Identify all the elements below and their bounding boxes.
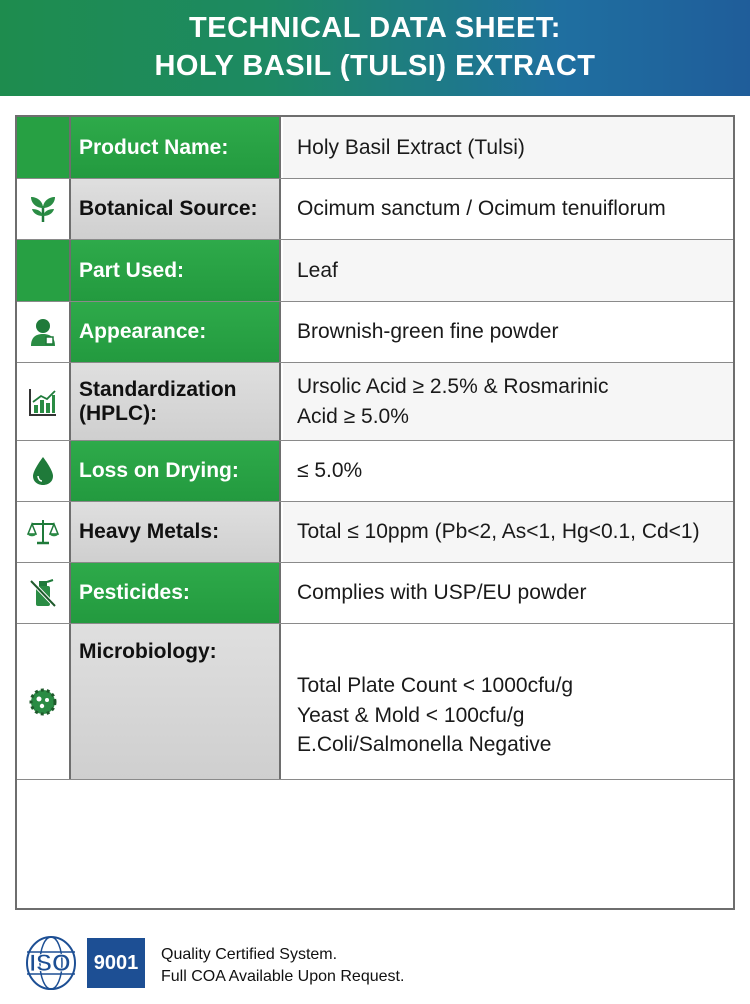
footer-line2: Full COA Available Upon Request. — [161, 968, 405, 985]
row-value-line2: Acid ≥ 5.0% — [297, 404, 409, 428]
row-value-line: E.Coli/Salmonella Negative — [297, 733, 552, 757]
page-title-line2: HOLY BASIL (TULSI) EXTRACT — [154, 50, 596, 82]
row-label: Loss on Drying: — [71, 441, 281, 501]
row-value: Complies with USP/EU powder — [283, 563, 733, 623]
row-label: Heavy Metals: — [71, 502, 281, 562]
water-drop-icon — [28, 454, 58, 488]
icon-cell — [17, 624, 71, 779]
row-value: Holy Basil Extract (Tulsi) — [283, 117, 733, 178]
table-row — [17, 302, 733, 363]
person-icon — [26, 315, 60, 349]
row-label: Pesticides: — [71, 563, 281, 623]
row-value: Leaf — [283, 240, 733, 301]
row-value: ≤ 5.0% — [283, 441, 733, 501]
row-label — [71, 363, 281, 440]
row-label-line2: (HPLC): — [79, 401, 158, 425]
row-value — [283, 363, 733, 440]
iso-logo — [15, 934, 85, 992]
row-value: Total ≤ 10ppm (Pb<2, As<1, Hg<0.1, Cd<1) — [283, 502, 733, 562]
page-title-line1: TECHNICAL DATA SHEET: — [189, 12, 561, 44]
table-row — [17, 240, 733, 302]
row-label: Product Name: — [71, 117, 281, 178]
row-label-line1: Standardization — [79, 377, 237, 401]
row-label: Botanical Source: — [71, 179, 281, 239]
icon-cell — [17, 179, 71, 239]
bar-chart-icon — [26, 385, 60, 419]
icon-cell — [17, 240, 71, 301]
row-value — [283, 624, 733, 779]
row-value: Brownish-green fine powder — [283, 302, 733, 362]
table-row — [17, 624, 733, 780]
microbe-icon — [26, 685, 60, 719]
row-label: Part Used: — [71, 240, 281, 301]
footer-text — [161, 944, 404, 988]
no-spray-icon — [26, 576, 60, 610]
iso-text: ISO — [29, 950, 71, 977]
footer-line1: Quality Certified System. — [161, 946, 338, 963]
row-value: Ocimum sanctum / Ocimum tenuiflorum — [283, 179, 733, 239]
icon-cell — [17, 441, 71, 501]
table-row — [17, 441, 733, 502]
row-label: Appearance: — [71, 302, 281, 362]
table-row — [17, 117, 733, 179]
table-row — [17, 563, 733, 624]
row-value-line1: Ursolic Acid ≥ 2.5% & Rosmarinic — [297, 375, 609, 399]
table-row — [17, 363, 733, 441]
icon-cell — [17, 302, 71, 362]
header-banner — [0, 0, 750, 96]
icon-cell — [17, 363, 71, 440]
icon-cell — [17, 502, 71, 562]
row-label: Microbiology: — [71, 624, 281, 779]
table-row — [17, 502, 733, 563]
scale-icon — [26, 515, 60, 549]
table-row — [17, 179, 733, 240]
leaf-icon — [26, 192, 60, 226]
footer — [15, 934, 735, 994]
row-value-line: Total Plate Count < 1000cfu/g — [297, 674, 574, 698]
iso-number-badge: 9001 — [87, 938, 145, 988]
row-value-line: Yeast & Mold < 100cfu/g — [297, 703, 525, 727]
icon-cell — [17, 563, 71, 623]
data-table — [15, 115, 735, 910]
icon-cell — [17, 117, 71, 178]
